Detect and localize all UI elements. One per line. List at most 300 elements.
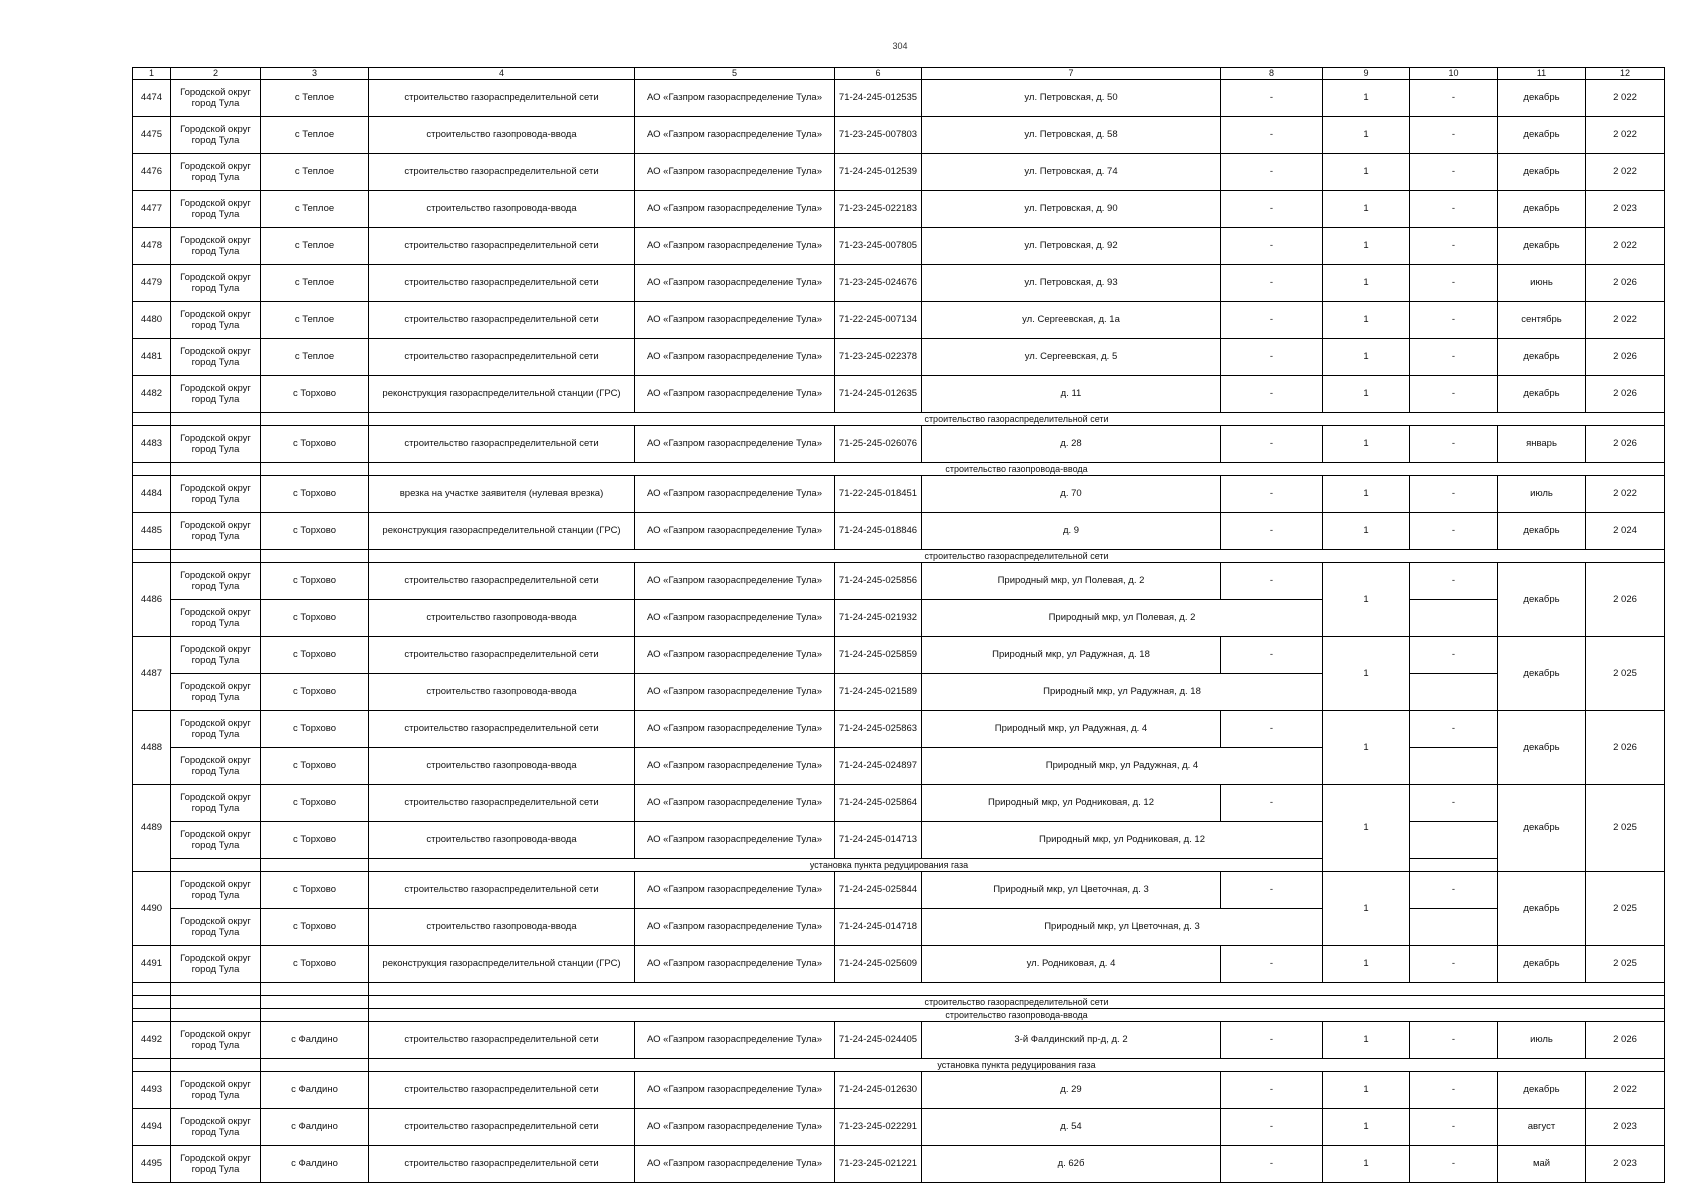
col-header: 6 bbox=[835, 68, 922, 80]
table-cell: 1 bbox=[1323, 1109, 1410, 1146]
table-cell: 71-24-245-025609 bbox=[835, 946, 922, 983]
table-cell: 1 bbox=[1323, 191, 1410, 228]
table-cell: - bbox=[1221, 154, 1323, 191]
table-cell: АО «Газпром газораспределение Тула» bbox=[635, 909, 835, 946]
table-cell: с Фалдино bbox=[261, 1109, 369, 1146]
table-cell: 71-23-245-022183 bbox=[835, 191, 922, 228]
table-cell: 2 026 bbox=[1586, 1022, 1665, 1059]
table-cell: АО «Газпром газораспределение Тула» bbox=[635, 822, 835, 859]
table-cell: 71-24-245-018846 bbox=[835, 513, 922, 550]
table-cell: 4475 bbox=[133, 117, 171, 154]
empty-cell bbox=[171, 463, 261, 476]
table-cell: строительство газораспределительной сети bbox=[369, 637, 635, 674]
table-cell: Природный мкр, ул Радужная, д. 18 bbox=[922, 637, 1221, 674]
table-cell: 3-й Фалдинский пр-д, д. 2 bbox=[922, 1022, 1221, 1059]
table-row bbox=[133, 872, 1665, 909]
table-cell: с Теплое bbox=[261, 339, 369, 376]
table-cell: строительство газопровода-ввода bbox=[369, 600, 635, 637]
table-cell: 71-25-245-026076 bbox=[835, 426, 922, 463]
table-cell: с Торхово bbox=[261, 376, 369, 413]
table-cell: Городской округ город Тула bbox=[171, 563, 261, 600]
table-cell: - bbox=[1221, 426, 1323, 463]
table-cell: АО «Газпром газораспределение Тула» bbox=[635, 191, 835, 228]
table-cell: с Торхово bbox=[261, 600, 369, 637]
table-cell: 2 022 bbox=[1586, 302, 1665, 339]
col-header: 2 bbox=[171, 68, 261, 80]
table-cell: - bbox=[1410, 1022, 1498, 1059]
table-cell: АО «Газпром газораспределение Тула» bbox=[635, 600, 835, 637]
table-cell: АО «Газпром газораспределение Тула» bbox=[635, 426, 835, 463]
table-cell: 4474 bbox=[133, 80, 171, 117]
table-cell: с Торхово bbox=[261, 909, 369, 946]
table-cell: строительство газораспределительной сети bbox=[369, 872, 635, 909]
empty-cell bbox=[133, 983, 171, 996]
table-cell: 2 026 bbox=[1586, 339, 1665, 376]
table-cell: с Торхово bbox=[261, 748, 369, 785]
table-cell: строительство газораспределительной сети bbox=[369, 302, 635, 339]
table-row bbox=[133, 600, 1665, 637]
table-cell: с Торхово bbox=[261, 785, 369, 822]
table-cell: строительство газораспределительной сети bbox=[369, 1109, 635, 1146]
table-row bbox=[133, 785, 1665, 822]
empty-cell bbox=[1410, 822, 1498, 859]
table-cell: строительство газораспределительной сети bbox=[369, 711, 635, 748]
table-cell: - bbox=[1221, 1072, 1323, 1109]
table-cell: строительство газораспределительной сети bbox=[369, 563, 635, 600]
table-cell: строительство газораспределительной сети bbox=[369, 80, 635, 117]
table-cell: июнь bbox=[1498, 265, 1586, 302]
table-cell: ул. Петровская, д. 58 bbox=[922, 117, 1221, 154]
table-cell: - bbox=[1221, 711, 1323, 748]
table-cell: д. 29 bbox=[922, 1072, 1221, 1109]
table-cell: с Торхово bbox=[261, 711, 369, 748]
table-cell: 2 022 bbox=[1586, 154, 1665, 191]
table-cell: декабрь bbox=[1498, 563, 1586, 637]
table-cell: с Торхово bbox=[261, 476, 369, 513]
table-cell: 4485 bbox=[133, 513, 171, 550]
table-cell: АО «Газпром газораспределение Тула» bbox=[635, 637, 835, 674]
table-cell: строительство газопровода-ввода bbox=[369, 748, 635, 785]
col-header: 11 bbox=[1498, 68, 1586, 80]
table-cell: 71-24-245-012635 bbox=[835, 376, 922, 413]
table-cell: врезка на участке заявителя (нулевая врезка) bbox=[369, 476, 635, 513]
table-cell: с Торхово bbox=[261, 872, 369, 909]
table-cell: 2 024 bbox=[1586, 513, 1665, 550]
table-cell: Городской округ город Тула bbox=[171, 637, 261, 674]
table-row bbox=[133, 637, 1665, 674]
table-cell: 1 bbox=[1323, 80, 1410, 117]
table-cell: декабрь bbox=[1498, 228, 1586, 265]
table-cell: Городской округ город Тула bbox=[171, 1022, 261, 1059]
table-cell: ул. Петровская, д. 50 bbox=[922, 80, 1221, 117]
table-cell: Городской округ город Тула bbox=[171, 80, 261, 117]
table-cell: АО «Газпром газораспределение Тула» bbox=[635, 711, 835, 748]
table-cell: Природный мкр, ул Полевая, д. 2 bbox=[922, 600, 1323, 637]
empty-cell bbox=[171, 859, 261, 872]
table-cell: - bbox=[1221, 785, 1323, 822]
table-cell: ул. Петровская, д. 74 bbox=[922, 154, 1221, 191]
table-cell: 4478 bbox=[133, 228, 171, 265]
table-cell: Городской округ город Тула bbox=[171, 1072, 261, 1109]
table-cell: Городской округ город Тула bbox=[171, 426, 261, 463]
table-cell: строительство газораспределительной сети bbox=[369, 550, 1665, 563]
table-cell: сентябрь bbox=[1498, 302, 1586, 339]
table-cell: ул. Сергеевская, д. 1а bbox=[922, 302, 1221, 339]
table-cell: 71-24-245-025863 bbox=[835, 711, 922, 748]
table-cell: с Теплое bbox=[261, 191, 369, 228]
table-cell: строительство газораспределительной сети bbox=[369, 339, 635, 376]
table-cell: АО «Газпром газораспределение Тула» bbox=[635, 154, 835, 191]
table-cell: июль bbox=[1498, 476, 1586, 513]
col-header: 12 bbox=[1586, 68, 1665, 80]
table-cell: - bbox=[1221, 1146, 1323, 1183]
table-cell: строительство газораспределительной сети bbox=[369, 228, 635, 265]
table-cell: 2 026 bbox=[1586, 711, 1665, 785]
empty-cell bbox=[261, 413, 369, 426]
table-cell: Природный мкр, ул Родниковая, д. 12 bbox=[922, 785, 1221, 822]
table-cell: декабрь bbox=[1498, 339, 1586, 376]
table-cell: Городской округ город Тула bbox=[171, 748, 261, 785]
empty-cell bbox=[1410, 748, 1498, 785]
empty-cell bbox=[133, 996, 171, 1009]
table-cell: Городской округ город Тула bbox=[171, 339, 261, 376]
table-cell: Городской округ город Тула bbox=[171, 228, 261, 265]
table-row bbox=[133, 302, 1665, 339]
table-cell: Городской округ город Тула bbox=[171, 822, 261, 859]
table-cell: 1 bbox=[1323, 117, 1410, 154]
table-row bbox=[133, 376, 1665, 413]
table-cell: Городской округ город Тула bbox=[171, 909, 261, 946]
table-cell: декабрь bbox=[1498, 117, 1586, 154]
table-cell: АО «Газпром газораспределение Тула» bbox=[635, 946, 835, 983]
table-cell: д. 28 bbox=[922, 426, 1221, 463]
empty-cell bbox=[133, 550, 171, 563]
table-cell: - bbox=[1410, 1146, 1498, 1183]
table-cell: - bbox=[1221, 302, 1323, 339]
table-cell: - bbox=[1221, 376, 1323, 413]
table-cell: д. 9 bbox=[922, 513, 1221, 550]
table-cell: установка пункта редуцирования газа bbox=[369, 1059, 1665, 1072]
subsection-row bbox=[133, 1059, 1665, 1072]
table-cell: 2 022 bbox=[1586, 80, 1665, 117]
table-cell: 4484 bbox=[133, 476, 171, 513]
empty-cell bbox=[171, 1059, 261, 1072]
table-cell: АО «Газпром газораспределение Тула» bbox=[635, 748, 835, 785]
subsection-row bbox=[133, 463, 1665, 476]
table-row bbox=[133, 822, 1665, 859]
table-cell: Городской округ город Тула bbox=[171, 872, 261, 909]
table-cell: 1 bbox=[1323, 228, 1410, 265]
empty-cell bbox=[1410, 600, 1498, 637]
table-cell: - bbox=[1221, 513, 1323, 550]
table-cell: АО «Газпром газораспределение Тула» bbox=[635, 80, 835, 117]
table-cell: строительство газопровода-ввода bbox=[369, 1009, 1665, 1022]
table-cell: 71-23-245-007805 bbox=[835, 228, 922, 265]
table-cell: 1 bbox=[1323, 872, 1410, 946]
table-cell: 1 bbox=[1323, 154, 1410, 191]
subsection-row bbox=[133, 413, 1665, 426]
table-cell: Городской округ город Тула bbox=[171, 191, 261, 228]
empty-cell bbox=[133, 463, 171, 476]
table-cell: АО «Газпром газораспределение Тула» bbox=[635, 476, 835, 513]
table-cell: АО «Газпром газораспределение Тула» bbox=[635, 339, 835, 376]
empty-cell bbox=[369, 983, 1665, 996]
col-header: 10 bbox=[1410, 68, 1498, 80]
table-row bbox=[133, 80, 1665, 117]
table-cell: декабрь bbox=[1498, 785, 1586, 872]
table-cell: АО «Газпром газораспределение Тула» bbox=[635, 302, 835, 339]
table-cell: 2 022 bbox=[1586, 117, 1665, 154]
table-cell: 1 bbox=[1323, 946, 1410, 983]
empty-cell bbox=[133, 1009, 171, 1022]
table-cell: Городской округ город Тула bbox=[171, 154, 261, 191]
table-cell: май bbox=[1498, 1146, 1586, 1183]
table-cell: 4479 bbox=[133, 265, 171, 302]
table-cell: 1 bbox=[1323, 1022, 1410, 1059]
table-cell: строительство газопровода-ввода bbox=[369, 909, 635, 946]
table-cell: 2 026 bbox=[1586, 265, 1665, 302]
table-row bbox=[133, 265, 1665, 302]
table-cell: 2 026 bbox=[1586, 563, 1665, 637]
table-cell: - bbox=[1410, 637, 1498, 674]
table-cell: АО «Газпром газораспределение Тула» bbox=[635, 513, 835, 550]
table-row bbox=[133, 513, 1665, 550]
table-cell: с Фалдино bbox=[261, 1072, 369, 1109]
table-row bbox=[133, 339, 1665, 376]
table-cell: 2 025 bbox=[1586, 946, 1665, 983]
table-cell: январь bbox=[1498, 426, 1586, 463]
subsection-row bbox=[133, 983, 1665, 996]
table-cell: 2 022 bbox=[1586, 228, 1665, 265]
table-cell: д. 54 bbox=[922, 1109, 1221, 1146]
table-cell: - bbox=[1410, 563, 1498, 600]
col-header: 8 bbox=[1221, 68, 1323, 80]
table-cell: декабрь bbox=[1498, 154, 1586, 191]
table-cell: 71-24-245-025864 bbox=[835, 785, 922, 822]
gasification-table bbox=[132, 67, 1665, 1183]
table-cell: Городской округ город Тула bbox=[171, 302, 261, 339]
table-cell: 1 bbox=[1323, 426, 1410, 463]
table-cell: строительство газораспределительной сети bbox=[369, 996, 1665, 1009]
table-cell: Городской округ город Тула bbox=[171, 711, 261, 748]
col-header: 1 bbox=[133, 68, 171, 80]
table-cell: 2 025 bbox=[1586, 872, 1665, 946]
table-cell: - bbox=[1410, 513, 1498, 550]
table-cell: 4489 bbox=[133, 785, 171, 872]
table-cell: 1 bbox=[1323, 785, 1410, 872]
table-cell: 71-23-245-022291 bbox=[835, 1109, 922, 1146]
table-cell: - bbox=[1410, 154, 1498, 191]
table-cell: АО «Газпром газораспределение Тула» bbox=[635, 1146, 835, 1183]
table-cell: 71-23-245-007803 bbox=[835, 117, 922, 154]
table-cell: - bbox=[1221, 339, 1323, 376]
table-cell: д. 62б bbox=[922, 1146, 1221, 1183]
table-cell: строительство газораспределительной сети bbox=[369, 1022, 635, 1059]
table-cell: АО «Газпром газораспределение Тула» bbox=[635, 674, 835, 711]
table-cell: 4493 bbox=[133, 1072, 171, 1109]
table-cell: - bbox=[1221, 80, 1323, 117]
table-cell: декабрь bbox=[1498, 80, 1586, 117]
table-cell: Природный мкр, ул Полевая, д. 2 bbox=[922, 563, 1221, 600]
table-cell: 71-22-245-018451 bbox=[835, 476, 922, 513]
table-cell: декабрь bbox=[1498, 513, 1586, 550]
table-cell: - bbox=[1410, 191, 1498, 228]
table-cell: д. 11 bbox=[922, 376, 1221, 413]
table-cell: Городской округ город Тула bbox=[171, 513, 261, 550]
subsection-row bbox=[133, 996, 1665, 1009]
table-cell: АО «Газпром газораспределение Тула» bbox=[635, 117, 835, 154]
table-cell: 71-23-245-021221 bbox=[835, 1146, 922, 1183]
table-cell: строительство газораспределительной сети bbox=[369, 154, 635, 191]
table-cell: строительство газопровода-ввода bbox=[369, 463, 1665, 476]
table-cell: - bbox=[1410, 946, 1498, 983]
table-cell: Природный мкр, ул Радужная, д. 4 bbox=[922, 711, 1221, 748]
table-cell: 4490 bbox=[133, 872, 171, 946]
empty-cell bbox=[171, 1009, 261, 1022]
table-cell: 4494 bbox=[133, 1109, 171, 1146]
table-cell: установка пункта редуцирования газа bbox=[369, 859, 1410, 872]
table-cell: - bbox=[1221, 1109, 1323, 1146]
table-cell: Природный мкр, ул Цветочная, д. 3 bbox=[922, 872, 1221, 909]
table-cell: - bbox=[1221, 872, 1323, 909]
table-cell: с Фалдино bbox=[261, 1022, 369, 1059]
table-cell: Природный мкр, ул Радужная, д. 4 bbox=[922, 748, 1323, 785]
table-cell: 71-23-245-024676 bbox=[835, 265, 922, 302]
table-cell: 2 026 bbox=[1586, 376, 1665, 413]
table-cell: Городской округ город Тула bbox=[171, 674, 261, 711]
table-cell: 4480 bbox=[133, 302, 171, 339]
empty-cell bbox=[133, 1059, 171, 1072]
table-cell: строительство газораспределительной сети bbox=[369, 265, 635, 302]
table-cell: - bbox=[1410, 1109, 1498, 1146]
table-cell: 71-24-245-012539 bbox=[835, 154, 922, 191]
table-row bbox=[133, 117, 1665, 154]
table-cell: ул. Петровская, д. 92 bbox=[922, 228, 1221, 265]
table-cell: декабрь bbox=[1498, 376, 1586, 413]
table-row bbox=[133, 1109, 1665, 1146]
column-number-row bbox=[133, 68, 1665, 80]
table-cell: Городской округ город Тула bbox=[171, 600, 261, 637]
table-row bbox=[133, 476, 1665, 513]
table-cell: д. 70 bbox=[922, 476, 1221, 513]
table-cell: строительство газораспределительной сети bbox=[369, 785, 635, 822]
table-cell: с Теплое bbox=[261, 265, 369, 302]
col-header: 3 bbox=[261, 68, 369, 80]
table-cell: 4483 bbox=[133, 426, 171, 463]
table-cell: 2 023 bbox=[1586, 191, 1665, 228]
table-cell: 1 bbox=[1323, 302, 1410, 339]
table-cell: АО «Газпром газораспределение Тула» bbox=[635, 1072, 835, 1109]
table-cell: Природный мкр, ул Родниковая, д. 12 bbox=[922, 822, 1323, 859]
table-cell: - bbox=[1221, 191, 1323, 228]
table-cell: 71-24-245-012535 bbox=[835, 80, 922, 117]
table-cell: Природный мкр, ул Цветочная, д. 3 bbox=[922, 909, 1323, 946]
table-cell: Городской округ город Тула bbox=[171, 265, 261, 302]
col-header: 7 bbox=[922, 68, 1221, 80]
table-cell: - bbox=[1221, 637, 1323, 674]
table-cell: 4477 bbox=[133, 191, 171, 228]
empty-cell bbox=[261, 550, 369, 563]
table-cell: - bbox=[1221, 265, 1323, 302]
table-cell: с Теплое bbox=[261, 117, 369, 154]
table-row bbox=[133, 1146, 1665, 1183]
table-cell: - bbox=[1410, 302, 1498, 339]
empty-cell bbox=[261, 1059, 369, 1072]
empty-cell bbox=[1410, 674, 1498, 711]
empty-cell bbox=[1410, 909, 1498, 946]
table-cell: строительство газораспределительной сети bbox=[369, 1146, 635, 1183]
table-cell: АО «Газпром газораспределение Тула» bbox=[635, 785, 835, 822]
table-cell: Природный мкр, ул Радужная, д. 18 bbox=[922, 674, 1323, 711]
table-cell: ул. Петровская, д. 90 bbox=[922, 191, 1221, 228]
table-cell: 71-24-245-025856 bbox=[835, 563, 922, 600]
table-cell: с Торхово bbox=[261, 563, 369, 600]
table-row bbox=[133, 1072, 1665, 1109]
table-cell: 71-24-245-021589 bbox=[835, 674, 922, 711]
table-cell: 4488 bbox=[133, 711, 171, 785]
table-row bbox=[133, 228, 1665, 265]
table-cell: АО «Газпром газораспределение Тула» bbox=[635, 265, 835, 302]
table-cell: август bbox=[1498, 1109, 1586, 1146]
table-cell: ул. Сергеевская, д. 5 bbox=[922, 339, 1221, 376]
table-cell: с Торхово bbox=[261, 822, 369, 859]
table-cell: - bbox=[1221, 563, 1323, 600]
table-cell: 4486 bbox=[133, 563, 171, 637]
table-cell: - bbox=[1410, 426, 1498, 463]
table-cell: реконструкция газораспределительной станции (ГРС) bbox=[369, 376, 635, 413]
table-row bbox=[133, 1022, 1665, 1059]
table-cell: декабрь bbox=[1498, 872, 1586, 946]
table-cell: 1 bbox=[1323, 563, 1410, 637]
table-cell: строительство газораспределительной сети bbox=[369, 426, 635, 463]
table-cell: - bbox=[1221, 117, 1323, 154]
table-cell: 1 bbox=[1323, 265, 1410, 302]
table-cell: строительство газопровода-ввода bbox=[369, 191, 635, 228]
table-cell: 2 022 bbox=[1586, 476, 1665, 513]
table-cell: - bbox=[1410, 376, 1498, 413]
table-cell: 4492 bbox=[133, 1022, 171, 1059]
empty-cell bbox=[171, 550, 261, 563]
table-row bbox=[133, 748, 1665, 785]
col-header: 5 bbox=[635, 68, 835, 80]
table-row bbox=[133, 909, 1665, 946]
table-cell: с Теплое bbox=[261, 80, 369, 117]
empty-cell bbox=[261, 996, 369, 1009]
table-cell: 2 025 bbox=[1586, 785, 1665, 872]
table-cell: с Теплое bbox=[261, 228, 369, 265]
table-cell: Городской округ город Тула bbox=[171, 117, 261, 154]
table-cell: строительство газопровода-ввода bbox=[369, 117, 635, 154]
table-cell: 4491 bbox=[133, 946, 171, 983]
table-cell: 1 bbox=[1323, 711, 1410, 785]
table-cell: - bbox=[1410, 265, 1498, 302]
table-cell: АО «Газпром газораспределение Тула» bbox=[635, 1109, 835, 1146]
table-cell: - bbox=[1410, 476, 1498, 513]
table-cell: 71-24-245-021932 bbox=[835, 600, 922, 637]
table-row bbox=[133, 674, 1665, 711]
table-cell: 71-23-245-022378 bbox=[835, 339, 922, 376]
table-cell: - bbox=[1221, 1022, 1323, 1059]
table-cell: АО «Газпром газораспределение Тула» bbox=[635, 872, 835, 909]
empty-cell bbox=[133, 413, 171, 426]
table-cell: 4495 bbox=[133, 1146, 171, 1183]
table-cell: - bbox=[1221, 476, 1323, 513]
table-cell: 2 026 bbox=[1586, 426, 1665, 463]
table-cell: 4481 bbox=[133, 339, 171, 376]
table-cell: с Торхово bbox=[261, 674, 369, 711]
table-cell: АО «Газпром газораспределение Тула» bbox=[635, 563, 835, 600]
table-cell: 71-24-245-025844 bbox=[835, 872, 922, 909]
